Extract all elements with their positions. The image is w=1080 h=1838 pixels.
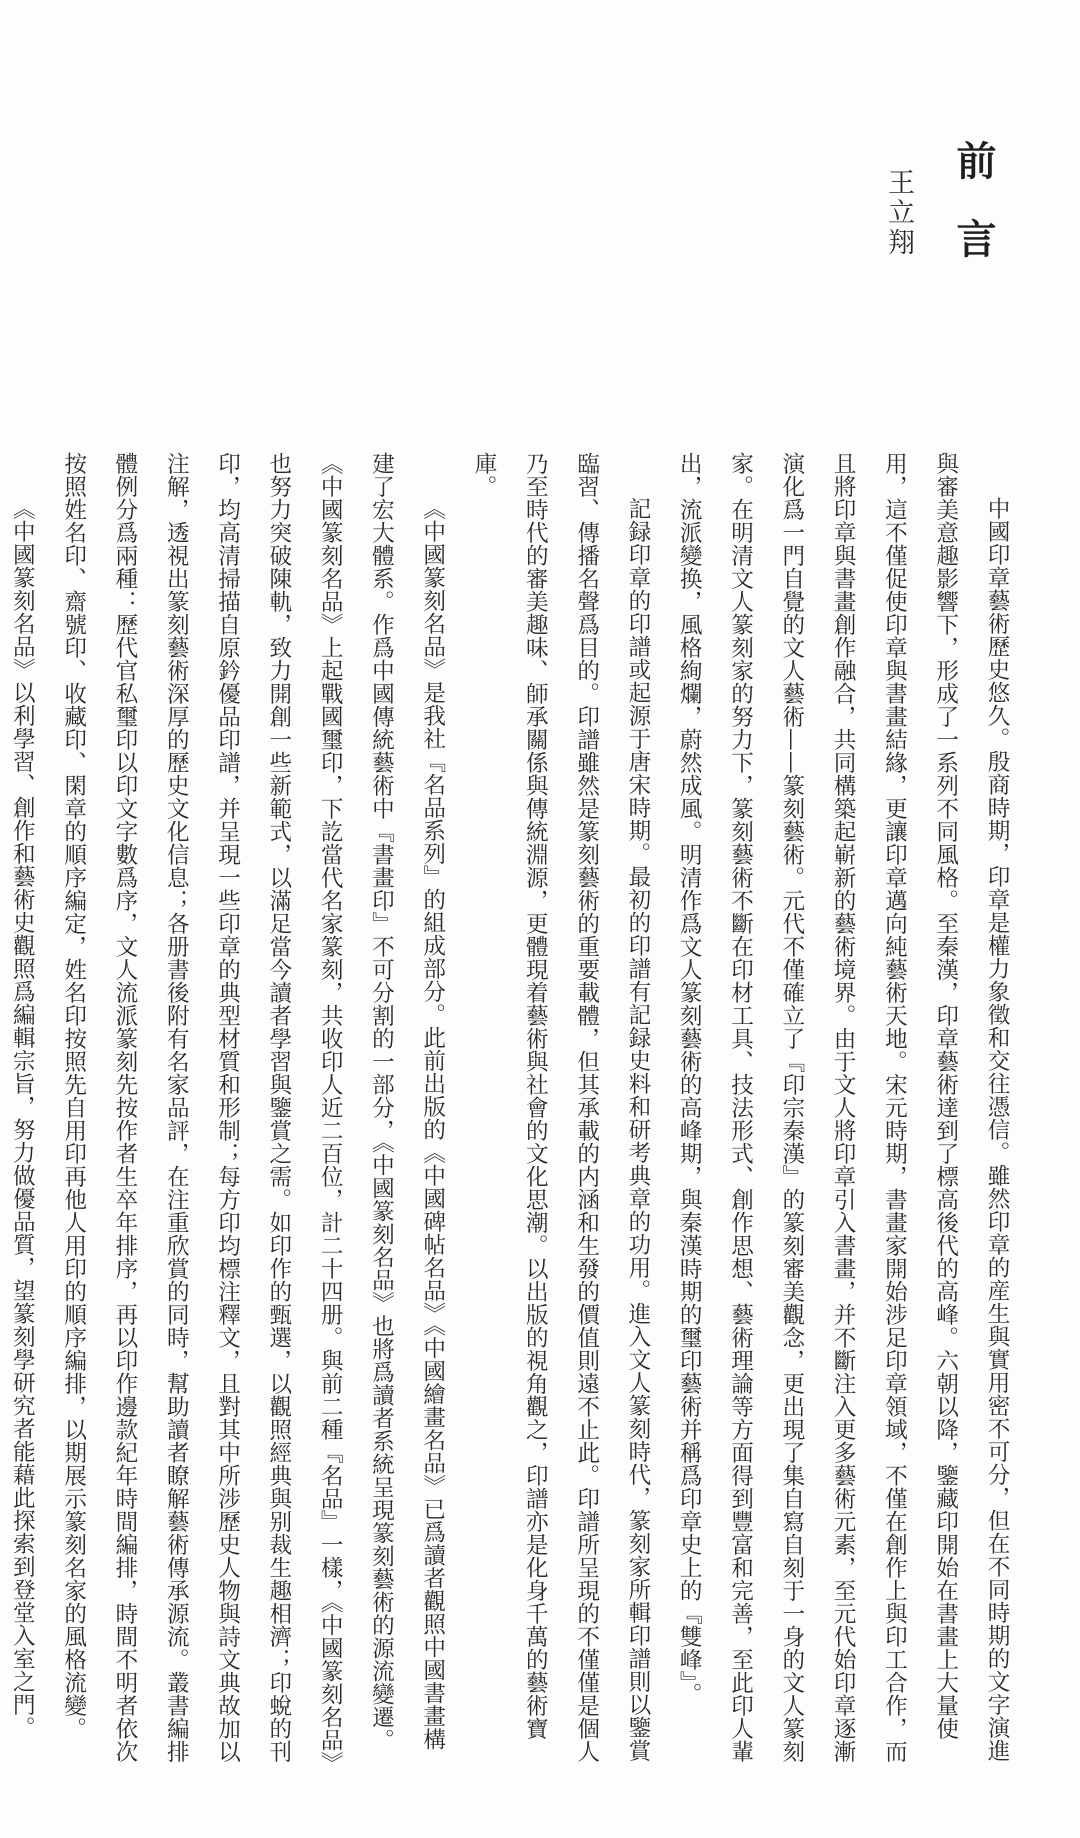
paragraph-4: 《中國篆刻名品》以利學習、創作和藝術史觀照爲編輯宗旨，努力做優品質，望篆刻學研究者能藉此探索到登堂入室之門。: [9, 497, 36, 1740]
paragraph-3: 《中國篆刻名品》是我社『名品系列』的組成部分。此前出版的《中國碑帖名品》《中國繪畫名品》已爲讀者觀照中國書畫構建了宏大體系。作爲中國傳統藝術中『書畫印』不可分割的一部分，《中國篆刻名品》也將爲讀者系統呈現篆刻藝術的源流變遷。《中國篆刻名品》上起戰國璽印，下訖當代名家篆刻，共收印人近二百位，計二十四册。與前二種『名品』一樣，《中國篆刻名品》也努力突破陳軌，致力開創一些新範式，以滿足當今讀者學習與鑒賞之需。如印作的甄選，以觀照經典與别裁生趣相濟；印蛻的刊印，均高清掃描自原鈐優品印譜，并呈現一些印章的典型材質和形制；每方印均標注釋文，且對其中所涉歷史人物與詩文典故加以注解，透視出篆刻藝術深厚的歷史文化信息；各册書後附有名家品評，在注重欣賞的同時，幫助讀者瞭解藝術傳承源流。叢書編排體例分爲兩種：歷代官私璽印以印文字數爲序，文人流派篆刻先按作者生卒年排序，再以印作邊款紀年時間編排，時間不明者依次按照姓名印、齋號印、收藏印、閑章的順序編定，姓名印按照先自用印再他人用印的順序編排，以期展示篆刻名家的風格流變。: [60, 452, 446, 1764]
paragraph-1: 中國印章藝術歷史悠久。殷商時期，印章是權力象徵和交往憑信。雖然印章的産生與實用密不可分，但在不同時期的文字演進與審美意趣影響下，形成了一系列不同風格。至秦漢，印章藝術達到了標高後代的高峰。六朝以降，鑒藏印開始在書畫上大量使用，這不僅促使印章與書畫結緣，更讓印章邁向純藝術天地。宋元時期，書畫家開始涉足印章領域，不僅在創作上與印工合作，而且將印章與書畫創作融合，共同構築起嶄新的藝術境界。由于文人將印章引入書畫，并不斷注入更多藝術元素，至元代始印章逐漸演化爲一門自覺的文人藝術——篆刻藝術。元代不僅確立了『印宗秦漢』的篆刻審美觀念，更出現了集自寫自刻于一身的文人篆刻家。在明清文人篆刻家的努力下，篆刻藝術不斷在印材工具、技法形式、創作思想、藝術理論等方面得到豐富和完善，至此印人輩出，流派變换，風格絢爛，蔚然成風。明清作爲文人篆刻藝術的高峰期，與秦漢時期的璽印藝術并稱爲印章史上的『雙峰』。: [676, 452, 1010, 1763]
paragraph-2: 記録印章的印譜或起源于唐宋時期。最初的印譜有記録史料和研考典章的功用。進入文人篆刻時代，篆刻家所輯印譜則以鑒賞臨習、傳播名聲爲目的。印譜雖然是篆刻藝術的重要載體，但其承載的内涵和生發的價值則遠不止此。印譜所呈現的不僅僅是個人乃至時代的審美趣味、師承關係與傳統淵源，更體現着藝術與社會的文化思潮。以出版的視角觀之，印譜亦是化身千萬的藝術寶庫。: [471, 452, 651, 1763]
preface-body: [9, 452, 1022, 1772]
page-title: 前言: [950, 140, 997, 296]
author-name: 王立翔: [883, 168, 914, 258]
